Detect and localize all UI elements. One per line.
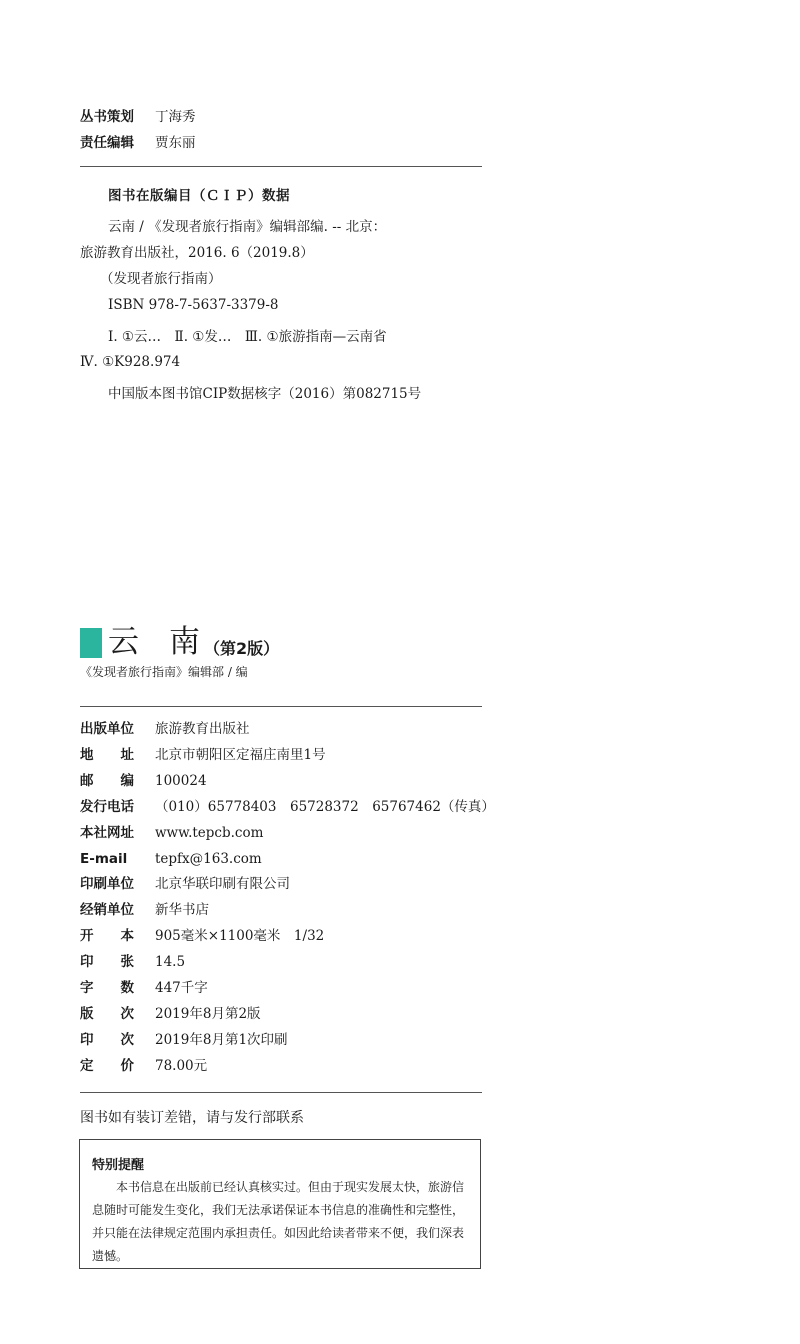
credit-row-editor (80, 133, 196, 153)
info-value: 新华书店 (155, 902, 209, 919)
info-value: 旅游教育出版社 (155, 721, 250, 737)
credit-row-planner (80, 107, 196, 127)
book-byline: 《发现者旅行指南》编辑部 / 编 (80, 665, 248, 679)
info-label: 开 本 (80, 928, 134, 945)
divider-middle (80, 706, 482, 707)
info-row (80, 1003, 261, 1025)
book-title-part: 南 (169, 624, 202, 660)
info-label: 出版单位 (80, 721, 134, 737)
cip-line: Ⅰ. ①云… Ⅱ. ①发… Ⅲ. ①旅游指南—云南省 (108, 329, 387, 345)
info-value: 2019年8月第1次印刷 (155, 1031, 288, 1048)
cip-line: 中国版本图书馆CIP数据核字（2016）第082715号 (108, 386, 422, 402)
cip-line: 云南 / 《发现者旅行指南》编辑部编. -- 北京： (108, 219, 387, 235)
info-label: 版 次 (80, 1005, 134, 1022)
notice-title: 特别提醒 (92, 1158, 145, 1173)
info-row (80, 899, 209, 921)
info-value: tepfx@163.com (155, 850, 262, 867)
cip-title: 图书在版编目（ＣＩＰ）数据 (108, 188, 290, 204)
info-row (80, 822, 263, 844)
info-label: 印 张 (80, 954, 134, 971)
info-row (80, 1029, 288, 1051)
info-label: 地 址 (80, 746, 134, 763)
book-title-part: 云 (108, 624, 141, 660)
info-value: 78.00元 (155, 1057, 208, 1074)
info-row (80, 848, 262, 870)
title-accent-block (80, 628, 102, 658)
info-row (80, 873, 290, 895)
info-label: 邮 编 (80, 772, 134, 789)
notice-box (79, 1139, 481, 1269)
credit-value: 丁海秀 (155, 109, 196, 125)
info-label: 字 数 (80, 980, 134, 996)
cip-line: Ⅳ. ①K928.974 (80, 354, 181, 370)
info-row (80, 796, 495, 818)
info-row (80, 770, 207, 792)
info-row (80, 925, 324, 947)
info-row (80, 1055, 207, 1077)
info-label: 印 次 (80, 1031, 134, 1048)
info-row (80, 951, 185, 973)
info-value: （010）65778403 65728372 65767462（传真） (155, 798, 495, 815)
info-row (80, 718, 250, 740)
info-value: 905毫米×1100毫米 1/32 (155, 928, 325, 945)
notice-text: 本书信息在出版前已经认真核实过。但由于现实发展太快，旅游信息随时可能发生变化，我们无法承诺保证本书信息的准确性和完整性，并只能在法律规定范围内承担责任。如因此给读者带来不便，我们深表遗憾。 (92, 1180, 465, 1263)
divider-bottom (80, 1092, 482, 1093)
info-row (80, 977, 208, 999)
info-label: 印刷单位 (80, 876, 134, 893)
info-value: 14.5 (155, 954, 186, 971)
divider-top (80, 166, 482, 167)
info-value: www.tepcb.com (155, 824, 264, 841)
info-value: 447千字 (155, 980, 208, 996)
info-value: 北京华联印刷有限公司 (155, 876, 290, 893)
info-label: 定 价 (80, 1057, 134, 1074)
info-value: 2019年8月第2版 (155, 1005, 261, 1022)
info-label: 发行电话 (80, 798, 134, 815)
binding-note: 图书如有装订差错，请与发行部联系 (80, 1110, 304, 1126)
info-value: 北京市朝阳区定福庄南里1号 (155, 746, 326, 763)
info-label: 经销单位 (80, 902, 134, 919)
book-edition: （第2版） (204, 639, 280, 658)
info-label: E-mail (80, 850, 128, 867)
credit-label: 丛书策划 (80, 109, 134, 125)
cip-line: 旅游教育出版社，2016. 6（2019.8） (80, 245, 314, 261)
cip-line: ISBN 978-7-5637-3379-8 (108, 297, 279, 313)
info-label: 本社网址 (80, 824, 134, 841)
book-title (108, 622, 202, 662)
cip-line: （发现者旅行指南） (100, 271, 222, 287)
info-value: 100024 (155, 772, 207, 789)
credit-value: 贾东丽 (155, 135, 196, 151)
info-row (80, 744, 326, 766)
credit-label: 责任编辑 (80, 135, 134, 151)
